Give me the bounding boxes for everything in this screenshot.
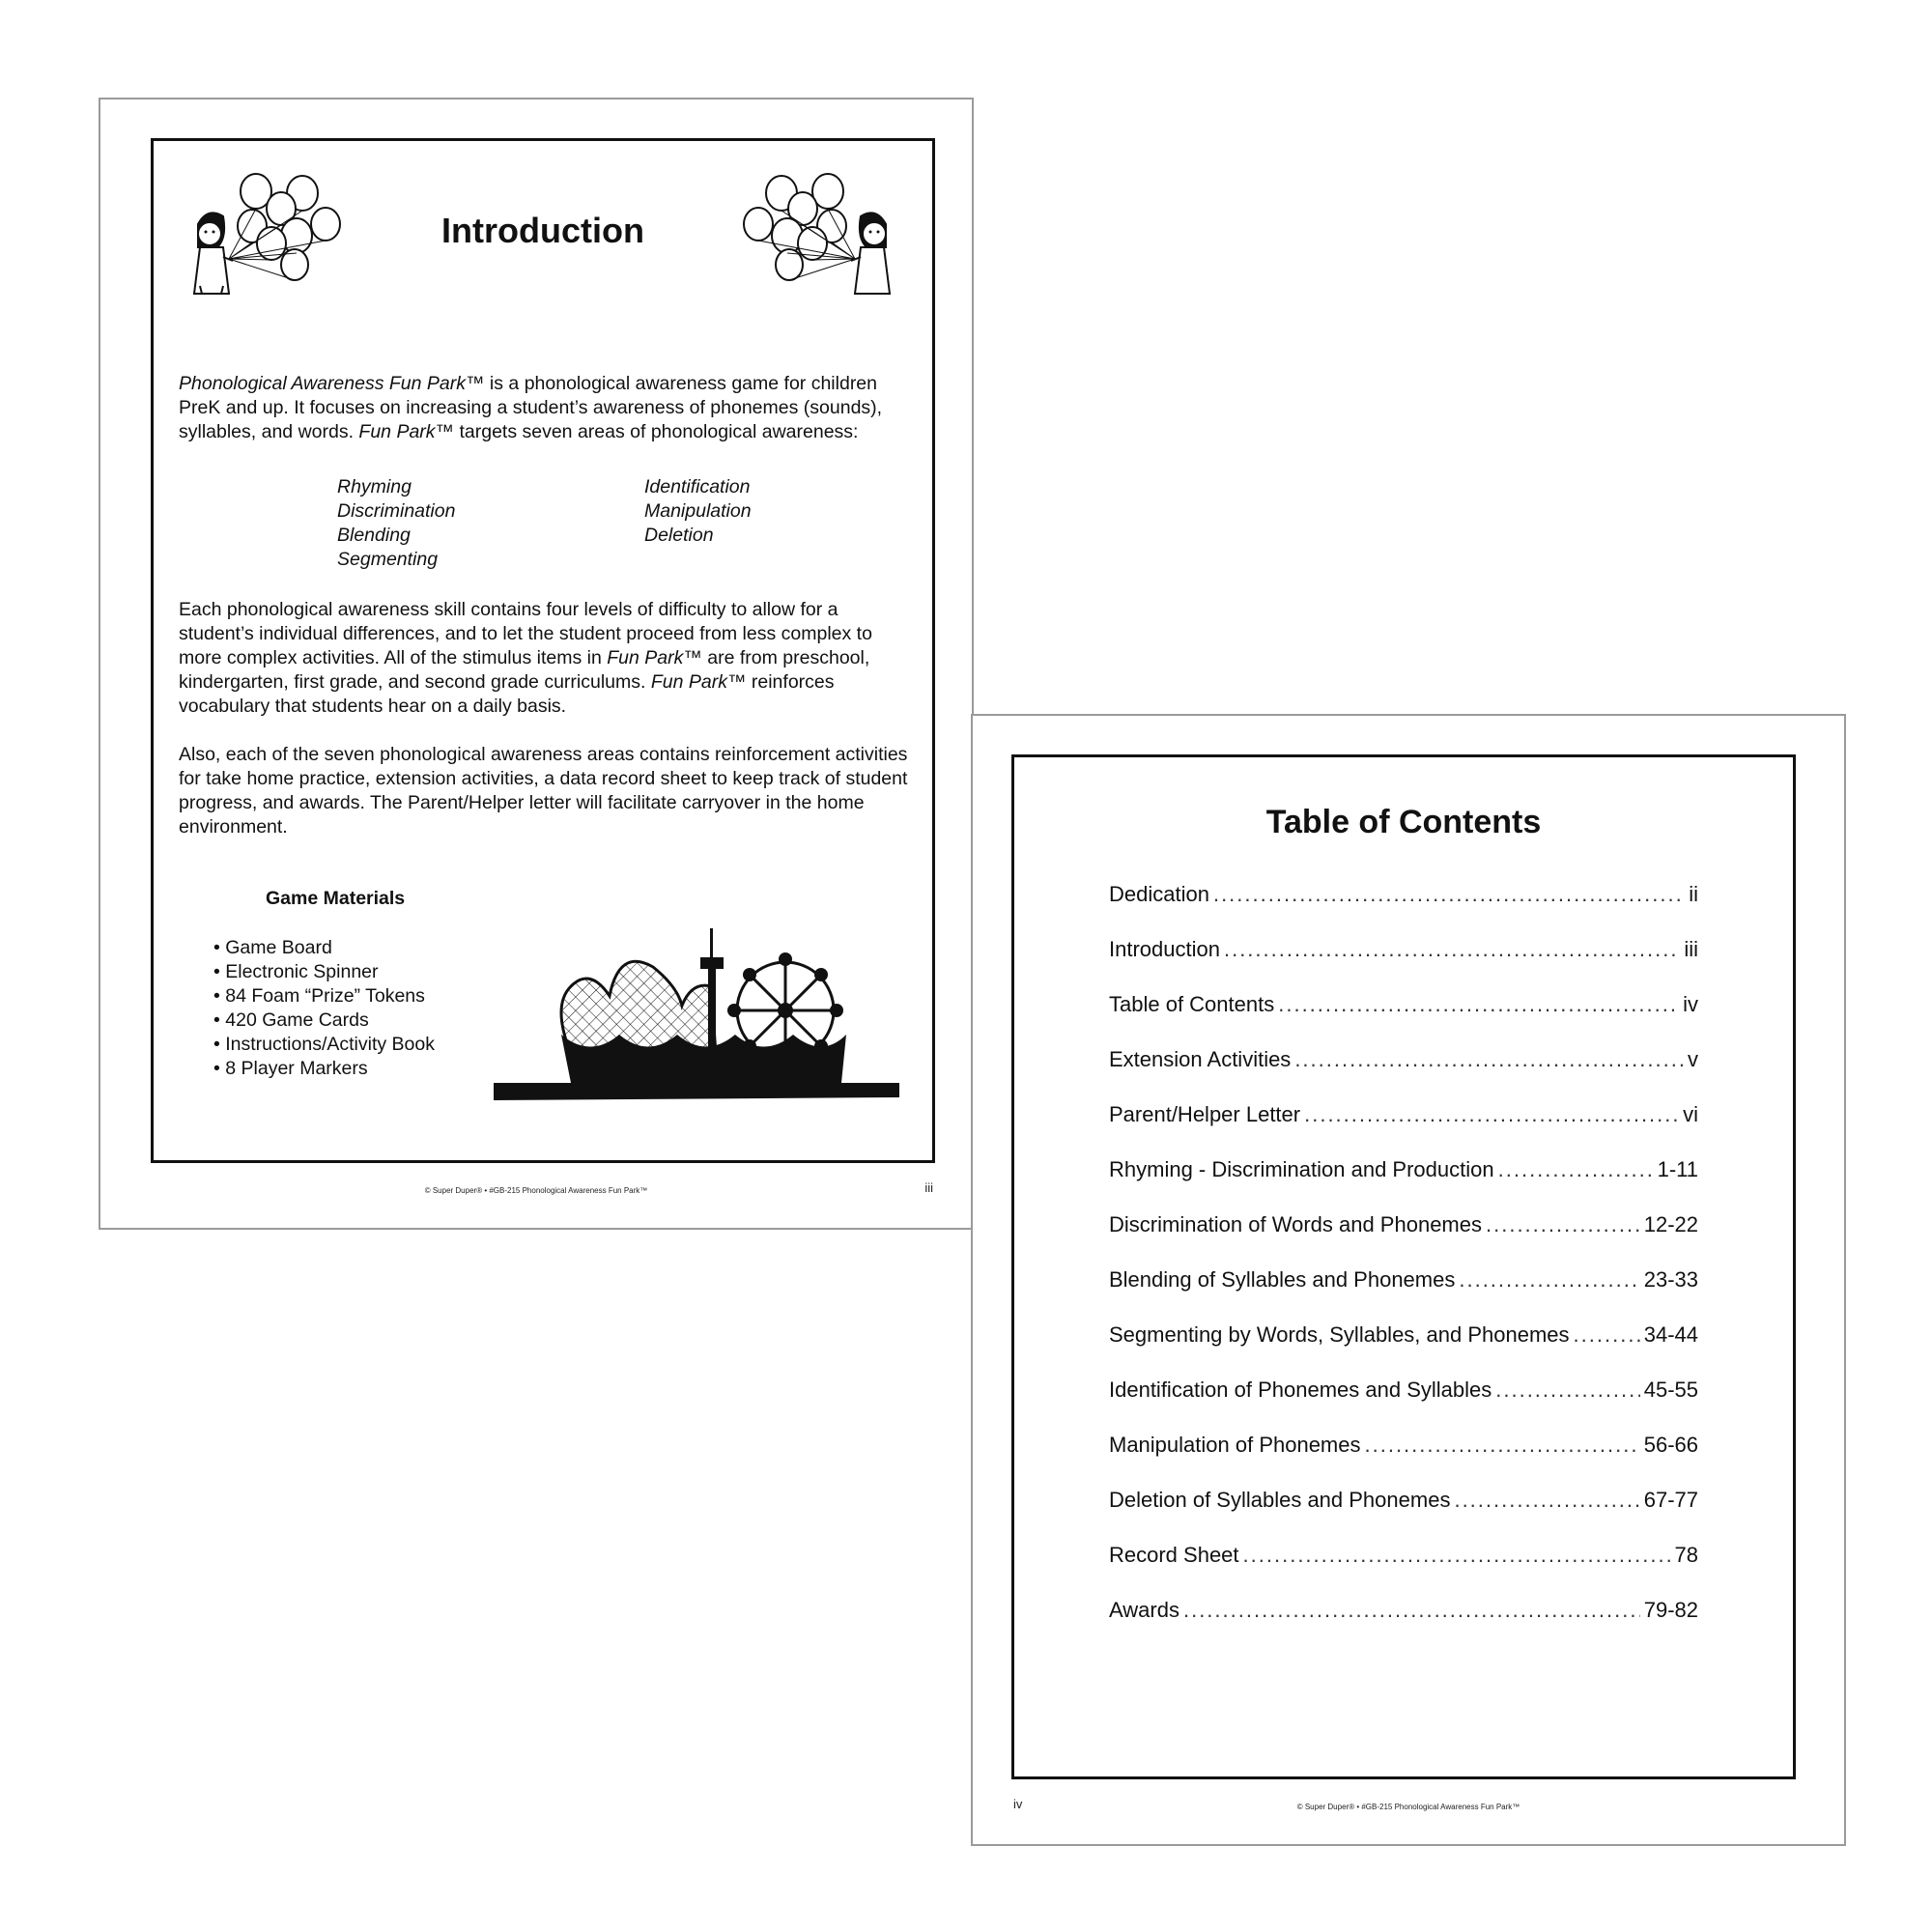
toc-entry xyxy=(1109,1378,1698,1433)
table-of-contents-page xyxy=(971,714,1846,1846)
skill-item: Rhyming xyxy=(337,476,412,497)
toc-entry-page: 34-44 xyxy=(1643,1322,1698,1347)
introduction-title: Introduction xyxy=(441,211,644,250)
toc-entry-page: 56-66 xyxy=(1643,1433,1698,1457)
toc-entry xyxy=(1109,1267,1698,1322)
toc-leader-dots xyxy=(1183,1598,1640,1623)
toc-entry-label: Parent/Helper Letter xyxy=(1109,1102,1301,1126)
toc-entry xyxy=(1109,1157,1698,1212)
table-of-contents-list xyxy=(1109,882,1698,1653)
toc-entry-page: v xyxy=(1688,1047,1698,1071)
skills-list-column-1 xyxy=(337,475,455,572)
toc-entry-label: Segmenting by Words, Syllables, and Phonemes xyxy=(1109,1322,1570,1347)
toc-entry xyxy=(1109,992,1698,1047)
toc-leader-dots xyxy=(1243,1543,1671,1568)
intro-paragraph-2 xyxy=(179,598,915,719)
toc-entry-label: Blending of Syllables and Phonemes xyxy=(1109,1267,1456,1292)
text-run: ™ xyxy=(466,373,485,394)
toc-entry-page: 45-55 xyxy=(1643,1378,1698,1402)
skill-item: Manipulation xyxy=(644,500,752,522)
text-run: Fun Park xyxy=(358,421,436,442)
introduction-page xyxy=(99,98,974,1230)
skill-item: Identification xyxy=(644,476,751,497)
toc-entry-page: 79-82 xyxy=(1643,1598,1698,1622)
skill-item: Deletion xyxy=(644,525,714,546)
toc-entry-page: 78 xyxy=(1674,1543,1698,1567)
intro-paragraph-3 xyxy=(179,743,915,839)
toc-entry xyxy=(1109,1598,1698,1653)
toc-leader-dots xyxy=(1574,1322,1640,1348)
toc-entry-label: Extension Activities xyxy=(1109,1047,1292,1071)
table-of-contents-frame xyxy=(1011,754,1796,1779)
toc-leader-dots xyxy=(1224,937,1680,962)
toc-leader-dots xyxy=(1213,882,1685,907)
introduction-footer: © Super Duper® • #GB-215 Phonological Awareness Fun Park™ xyxy=(424,1186,648,1195)
toc-entry xyxy=(1109,1212,1698,1267)
toc-entry-label: Manipulation of Phonemes xyxy=(1109,1433,1361,1457)
game-materials-heading: Game Materials xyxy=(266,888,406,909)
text-run: ™ are from preschool, kindergarten, first grade, and second grade curriculums. xyxy=(179,647,870,693)
girl-with-balloons-icon xyxy=(731,170,905,296)
toc-entry-label: Deletion of Syllables and Phonemes xyxy=(1109,1488,1451,1512)
toc-leader-dots xyxy=(1294,1047,1684,1072)
material-item: • Instructions/Activity Book xyxy=(213,1033,435,1057)
material-item: • Game Board xyxy=(213,936,435,960)
game-materials-list xyxy=(213,936,435,1081)
text-run: Also, each of the seven phonological awareness areas contains reinforcement activities for take home practice, extension activities, a data record sheet to keep track of student progress, and awards. The Parent/Helper letter will facilitate carryover in the home environment. xyxy=(179,744,908,838)
text-run: ™ targets seven areas of phonological awareness: xyxy=(435,421,859,442)
toc-entry-label: Rhyming - Discrimination and Production xyxy=(1109,1157,1494,1181)
table-of-contents-title: Table of Contents xyxy=(1265,804,1542,840)
toc-leader-dots xyxy=(1495,1378,1639,1403)
toc-leader-dots xyxy=(1304,1102,1679,1127)
toc-entry xyxy=(1109,1543,1698,1598)
toc-entry-page: ii xyxy=(1689,882,1698,906)
toc-leader-dots xyxy=(1365,1433,1640,1458)
introduction-page-number: iii xyxy=(924,1180,933,1195)
toc-entry xyxy=(1109,1322,1698,1378)
introduction-frame xyxy=(151,138,935,1163)
text-run: Each phonological awareness skill contains four levels of difficulty to allow for a student’s individual differences, and to let the student proceed from less complex to more complex activities. All of the stimulus items in xyxy=(179,599,872,668)
text-run: is a phonological awareness game for children PreK and up. It focuses on increasing a student’s awareness of phonemes (sounds), syllables, and words. xyxy=(179,373,883,442)
table-of-contents-footer: © Super Duper® • #GB-215 Phonological Awareness Fun Park™ xyxy=(1296,1803,1520,1811)
toc-entry-label: Record Sheet xyxy=(1109,1543,1239,1567)
text-run: ™ reinforces vocabulary that students hear on a daily basis. xyxy=(179,671,835,717)
toc-entry xyxy=(1109,937,1698,992)
toc-entry-page: 1-11 xyxy=(1657,1157,1698,1181)
toc-leader-dots xyxy=(1498,1157,1654,1182)
toc-entry xyxy=(1109,882,1698,937)
toc-entry-label: Introduction xyxy=(1109,937,1220,961)
toc-entry xyxy=(1109,1488,1698,1543)
toc-entry-label: Dedication xyxy=(1109,882,1209,906)
toc-entry-page: 23-33 xyxy=(1643,1267,1698,1292)
toc-entry xyxy=(1109,1047,1698,1102)
toc-entry-label: Discrimination of Words and Phonemes xyxy=(1109,1212,1482,1236)
toc-leader-dots xyxy=(1278,992,1679,1017)
skill-item: Segmenting xyxy=(337,549,439,570)
intro-paragraph-1 xyxy=(179,372,915,444)
table-of-contents-page-number: iv xyxy=(1013,1797,1023,1811)
skills-list-column-2 xyxy=(644,475,752,548)
text-run: Phonological Awareness Fun Park xyxy=(179,373,467,394)
text-run: Fun Park xyxy=(607,647,684,668)
skill-item: Discrimination xyxy=(337,500,456,522)
toc-entry xyxy=(1109,1102,1698,1157)
material-item: • Electronic Spinner xyxy=(213,960,435,984)
toc-entry-page: iv xyxy=(1683,992,1698,1016)
toc-entry-page: 67-77 xyxy=(1643,1488,1698,1512)
material-item: • 84 Foam “Prize” Tokens xyxy=(213,984,435,1009)
toc-entry-page: vi xyxy=(1683,1102,1698,1126)
toc-entry-page: iii xyxy=(1684,937,1698,961)
toc-entry-page: 12-22 xyxy=(1643,1212,1698,1236)
text-run: Fun Park xyxy=(650,671,727,693)
toc-leader-dots xyxy=(1486,1212,1640,1237)
toc-entry xyxy=(1109,1433,1698,1488)
toc-entry-label: Awards xyxy=(1109,1598,1179,1622)
toc-leader-dots xyxy=(1459,1267,1639,1293)
toc-leader-dots xyxy=(1454,1488,1639,1513)
material-item: • 420 Game Cards xyxy=(213,1009,435,1033)
amusement-park-illustration-icon xyxy=(494,928,899,1107)
toc-entry-label: Identification of Phonemes and Syllables xyxy=(1109,1378,1492,1402)
toc-entry-label: Table of Contents xyxy=(1109,992,1275,1016)
material-item: • 8 Player Markers xyxy=(213,1057,435,1081)
skill-item: Blending xyxy=(337,525,411,546)
